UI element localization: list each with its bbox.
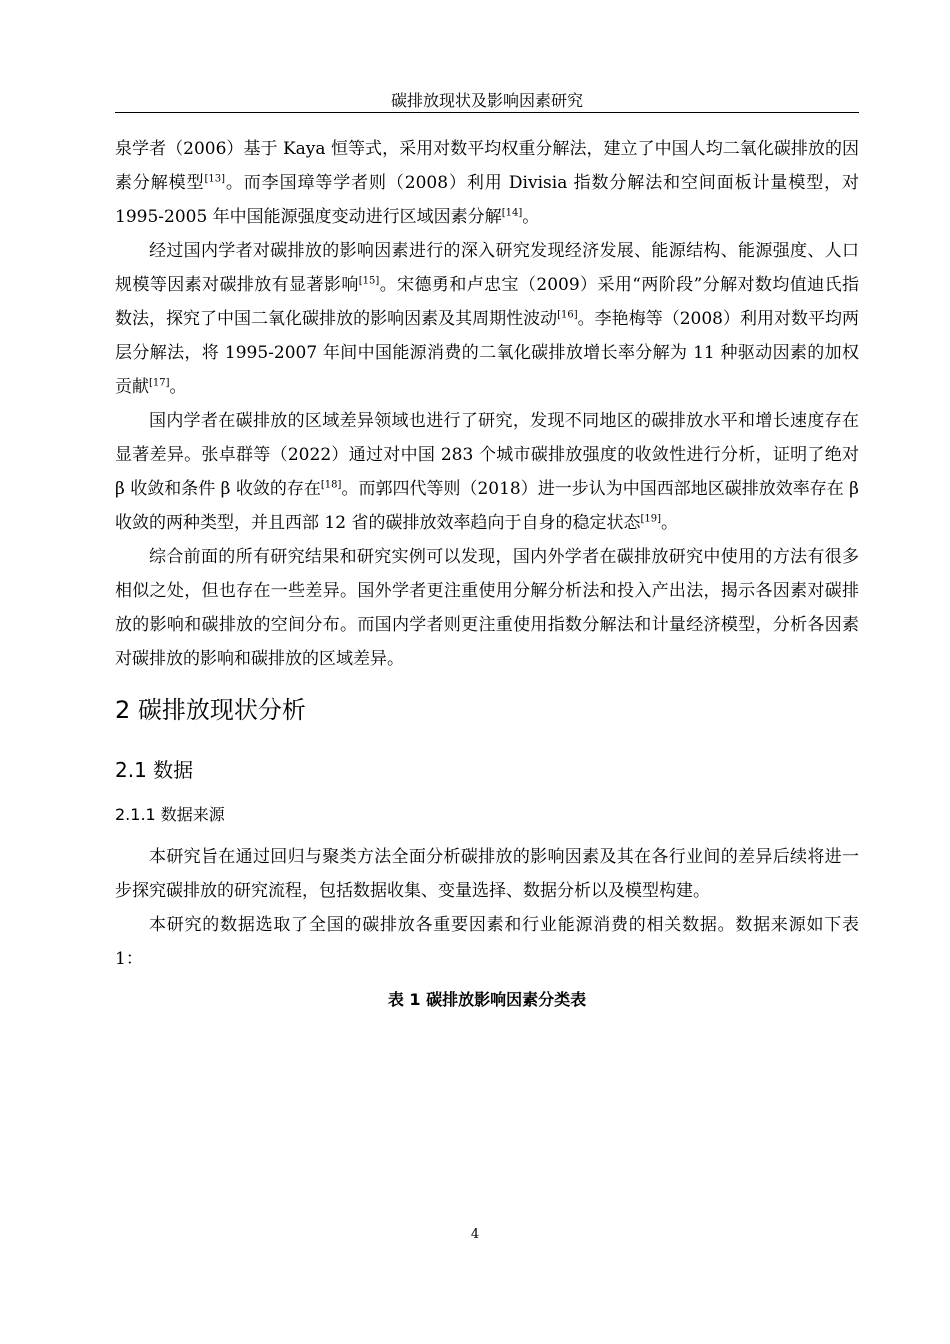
paragraph-text: 。宋德勇和卢忠宝（2009）采用“两阶段”分解对数均值迪氏指数法，探究了中国二氧化碳排放的影响因素及其周期性波动 — [115, 275, 859, 329]
paragraph-text: 国内学者在碳排放的区域差异领域也进行了研究，发现不同地区的碳排放水平和增长速度存在显著差异。张卓群等（2022）通过对中国 283 个城市碳排放强度的收敛性进行分析，证明了绝对 β 收敛和条件 β 收敛的存在 — [115, 411, 859, 499]
paragraph-text: 。 — [522, 207, 540, 227]
citation-ref: [17] — [149, 377, 170, 389]
paragraph — [115, 404, 859, 540]
paragraph-text: 经过国内学者对碳排放的影响因素进行的深入研究发现经济发展、能源结构、能源强度、人口规模等因素对碳排放有显著影响 — [115, 241, 859, 295]
section-heading: 2 碳排放现状分析 — [115, 696, 306, 724]
paragraph — [115, 540, 859, 676]
paragraph-text: 。 — [169, 377, 187, 397]
running-header — [115, 90, 859, 113]
paragraph-text: 。而郭四代等则（2018）进一步认为中国西部地区碳排放效率存在 β 收敛的两种类型，并且西部 12 省的碳排放效率趋向于自身的稳定状态 — [115, 479, 859, 533]
paragraph-text: 。 — [660, 513, 678, 533]
page-body — [115, 132, 859, 1016]
citation-ref: [19] — [640, 513, 661, 525]
paragraph-text: 本研究的数据选取了全国的碳排放各重要因素和行业能源消费的相关数据。数据来源如下表 1： — [115, 915, 859, 969]
citation-ref: [14] — [501, 207, 523, 219]
subsubsection-heading: 2.1.1 数据来源 — [115, 805, 225, 824]
paragraph-text: 泉学者（2006）基于 Kaya 恒等式，采用对数平均权重分解法，建立了中国人均二氧化碳排放的因素分解模型 — [115, 139, 859, 193]
paragraph — [115, 908, 859, 976]
paragraph — [115, 840, 859, 908]
paragraph-text: 。而李国璋等学者则（2008）利用 Divisia 指数分解法和空间面板计量模型，对 1995-2005 年中国能源强度变动进行区域因素分解 — [115, 173, 860, 227]
paragraph — [115, 132, 859, 234]
paragraph-text: 综合前面的所有研究结果和研究实例可以发现，国内外学者在碳排放研究中使用的方法有很多相似之处，但也存在一些差异。国外学者更注重使用分解分析法和投入产出法，揭示各因素对碳排放的影响和碳排放的空间分布。而国内学者则更注重使用指数分解法和计量经济模型，分析各因素对碳排放的影响和碳排放的区域差异。 — [115, 547, 859, 669]
paragraph-text: 。李艳梅等（2008）利用对数平均两层分解法，将 1995-2007 年间中国能源消费的二氧化碳排放增长率分解为 11 种驱动因素的加权贡献 — [115, 309, 860, 397]
paragraph — [115, 234, 859, 404]
citation-ref: [18] — [320, 479, 342, 491]
table-caption: 表 1 碳排放影响因素分类表 — [387, 990, 587, 1009]
citation-ref: [15] — [358, 275, 380, 287]
running-header-title: 碳排放现状及影响因素研究 — [390, 91, 583, 110]
citation-ref: [16] — [557, 309, 578, 321]
page-number: 4 — [470, 1227, 480, 1242]
citation-ref: [13] — [204, 173, 225, 185]
paragraph-text: 本研究旨在通过回归与聚类方法全面分析碳排放的影响因素及其在各行业间的差异后续将进一步探究碳排放的研究流程，包括数据收集、变量选择、数据分析以及模型构建。 — [115, 847, 859, 901]
subsection-heading: 2.1 数据 — [115, 758, 194, 782]
